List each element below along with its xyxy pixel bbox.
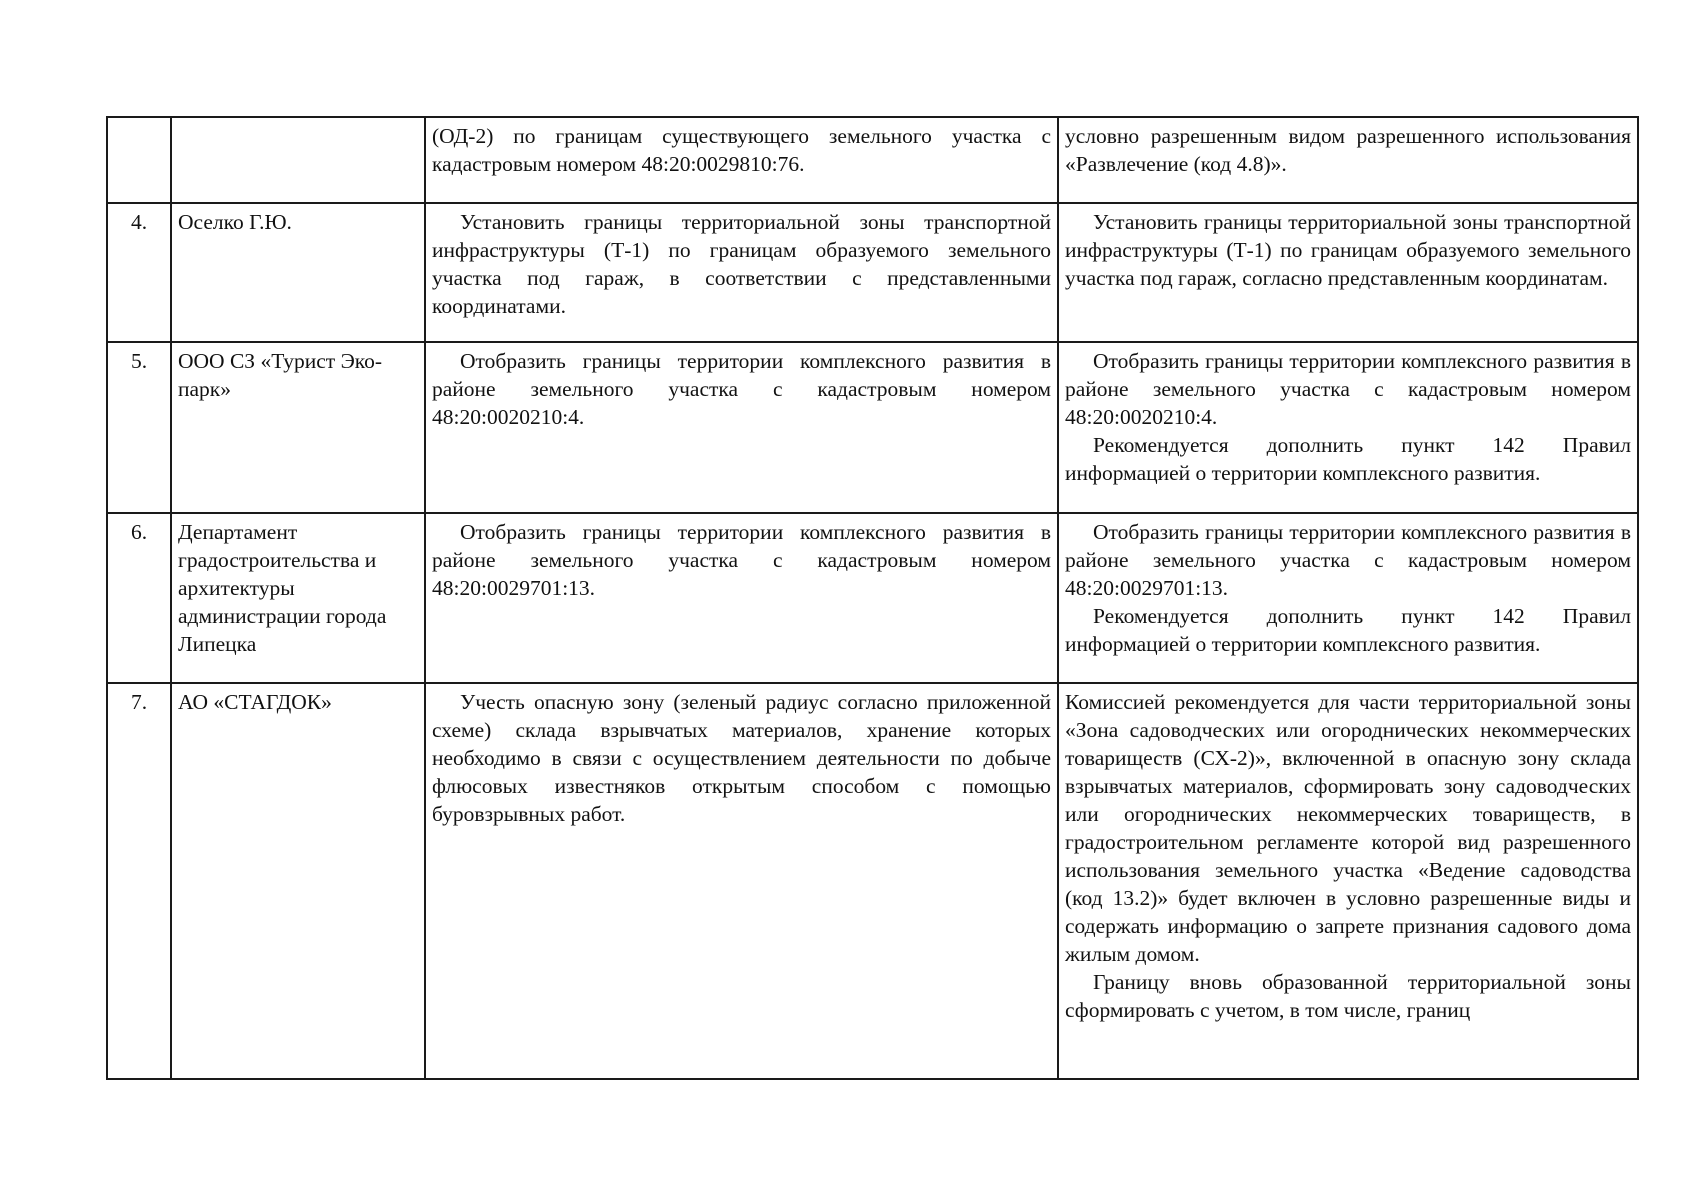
table-row [107,117,1638,203]
recommendation-paragraph: Комиссией рекомендуется для части территориальной зоны «Зона садоводческих или огороднических некоммерческих товариществ (СХ-2)», включенной в опасную зону склада взрывчатых материалов, сформировать зону садоводческих или огороднических некоммерческих товариществ, в градостроительном регламенте которой вид разрешенного использования земельного участка «Ведение садоводства (код 13.2)» будет включен в условно разрешенные виды и содержать информацию о запрете признания садового дома жилым домом. [1065,690,1631,966]
recommendation-paragraph: Рекомендуется дополнить пункт 142 Правил информацией о территории комплексного развития. [1065,604,1631,656]
proposal-cell [425,342,1058,513]
row-number: 4. [107,203,171,342]
organization-cell [171,117,425,203]
organization-cell: Департамент градостроительства и архитектуры администрации города Липецка [171,513,425,683]
proposal-cell [425,513,1058,683]
recommendation-paragraph: Границу вновь образованной территориальной зоны сформировать с учетом, в том числе, границ [1065,970,1631,1022]
table-row [107,513,1638,683]
recommendation-paragraph: условно разрешенным видом разрешенного использования «Развлечение (код 4.8)». [1065,124,1631,176]
recommendation-paragraph: Установить границы территориальной зоны транспортной инфраструктуры (Т-1) по границам образуемого земельного участка под гараж, согласно представленным координатам. [1065,210,1631,290]
proposal-paragraph: Установить границы территориальной зоны транспортной инфраструктуры (Т-1) по границам образуемого земельного участка под гараж, в соответствии с представленными координатами. [432,210,1051,318]
table-row [107,342,1638,513]
recommendation-paragraph: Отобразить границы территории комплексного развития в районе земельного участка с кадастровым номером 48:20:0020210:4. [1065,349,1631,429]
recommendation-paragraph: Отобразить границы территории комплексного развития в районе земельного участка с кадастровым номером 48:20:0029701:13. [1065,520,1631,600]
recommendation-cell [1058,342,1638,513]
recommendation-cell [1058,683,1638,1079]
proposal-cell [425,117,1058,203]
proposal-paragraph: Отобразить границы территории комплексного развития в районе земельного участка с кадастровым номером 48:20:0029701:13. [432,520,1051,600]
row-number: 7. [107,683,171,1079]
row-number: 6. [107,513,171,683]
proposal-paragraph: Отобразить границы территории комплексного развития в районе земельного участка с кадастровым номером 48:20:0020210:4. [432,349,1051,429]
row-number [107,117,171,203]
organization-cell: АО «СТАГДОК» [171,683,425,1079]
recommendation-cell [1058,513,1638,683]
recommendation-cell [1058,203,1638,342]
recommendation-paragraph: Рекомендуется дополнить пункт 142 Правил информацией о территории комплексного развития. [1065,433,1631,485]
proposal-paragraph: Учесть опасную зону (зеленый радиус согласно приложенной схеме) склада взрывчатых материалов, хранение которых необходимо в связи с осуществлением деятельности по добыче флюсовых известняков открытым способом с помощью буровзрывных работ. [432,690,1051,826]
recommendation-cell [1058,117,1638,203]
row-number: 5. [107,342,171,513]
proposal-paragraph: (ОД-2) по границам существующего земельного участка с кадастровым номером 48:20:0029810:76. [432,124,1051,176]
organization-cell: Оселко Г.Ю. [171,203,425,342]
organization-cell: ООО СЗ «Турист Эко-парк» [171,342,425,513]
proposals-table [106,116,1639,1080]
proposal-cell [425,203,1058,342]
table-row [107,683,1638,1079]
proposal-cell [425,683,1058,1079]
table-row [107,203,1638,342]
